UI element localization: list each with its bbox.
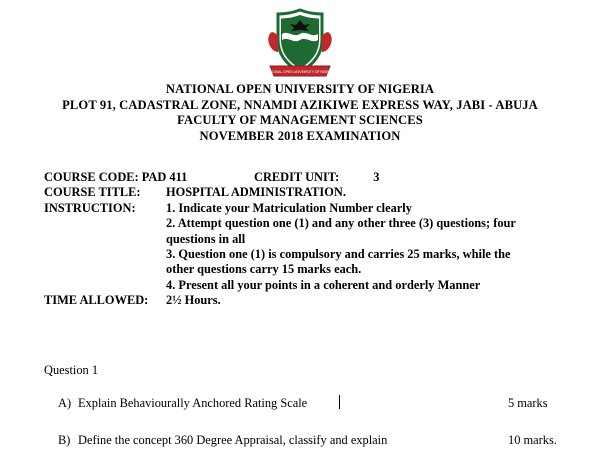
heading-line-exam: NOVEMBER 2018 EXAMINATION (199, 128, 401, 143)
course-code-row (44, 170, 564, 185)
course-title-value: HOSPITAL ADMINISTRATION. (166, 185, 346, 200)
university-crest-container (0, 6, 600, 78)
text-cursor-caret (339, 395, 340, 409)
instruction-item-3-line-1: 3. Question one (1) is compulsory and carries 25 marks, while the (166, 247, 511, 262)
time-allowed-value: 2½ Hours. (166, 293, 221, 308)
instruction-item-4: 4. Present all your points in a coherent and orderly Manner (166, 277, 481, 292)
svg-text:NATIONAL OPEN UNIVERSITY OF NI: NATIONAL OPEN UNIVERSITY OF NIGERIA (265, 70, 335, 74)
question-a-label: A) (58, 396, 72, 410)
instruction-item-3-line-2: other questions carry 15 marks each. (166, 262, 362, 277)
credit-unit-label: CREDIT UNIT: (254, 170, 340, 184)
instruction-label: INSTRUCTION: (44, 200, 136, 215)
question-number-title: Question 1 (44, 363, 99, 377)
instruction-item-2-line-1: 2. Attempt question one (1) and any other three (3) questions; four (166, 216, 516, 231)
instruction-row (44, 201, 564, 293)
heading-line-faculty: FACULTY OF MANAGEMENT SCIENCES (177, 113, 423, 128)
heading-line-university: NATIONAL OPEN UNIVERSITY OF NIGERIA (165, 82, 435, 96)
question-section (44, 362, 564, 469)
heading-line-address: PLOT 91, CADASTRAL ZONE, NNAMDI AZIKIWE EXPRESS WAY, JABI - ABUJA (62, 97, 538, 112)
course-info-block (44, 170, 564, 309)
instruction-item-2-line-2: questions in all (166, 231, 246, 246)
instruction-item-1: 1. Indicate your Matriculation Number clearly (166, 200, 412, 215)
question-a-marks: 5 marks (508, 396, 548, 410)
document-heading (0, 82, 600, 144)
course-title-label: COURSE TITLE: (44, 185, 141, 200)
question-b-text: Define the concept 360 Degree Appraisal, classify and explain (78, 433, 388, 447)
time-allowed-row (44, 293, 564, 308)
time-allowed-label: TIME ALLOWED: (44, 293, 149, 308)
course-code-label: COURSE CODE: PAD 411 (44, 170, 188, 184)
coat-of-arms-icon (262, 6, 338, 78)
instruction-list (166, 201, 564, 293)
question-b-marks: 10 marks. (508, 433, 557, 447)
question-a-text: Explain Behaviourally Anchored Rating Scale (78, 396, 308, 410)
credit-unit-value: 3 (373, 170, 380, 184)
question-item-b (58, 432, 564, 448)
question-item-a (58, 395, 564, 411)
course-title-row (44, 185, 564, 200)
question-b-label: B) (58, 433, 71, 447)
